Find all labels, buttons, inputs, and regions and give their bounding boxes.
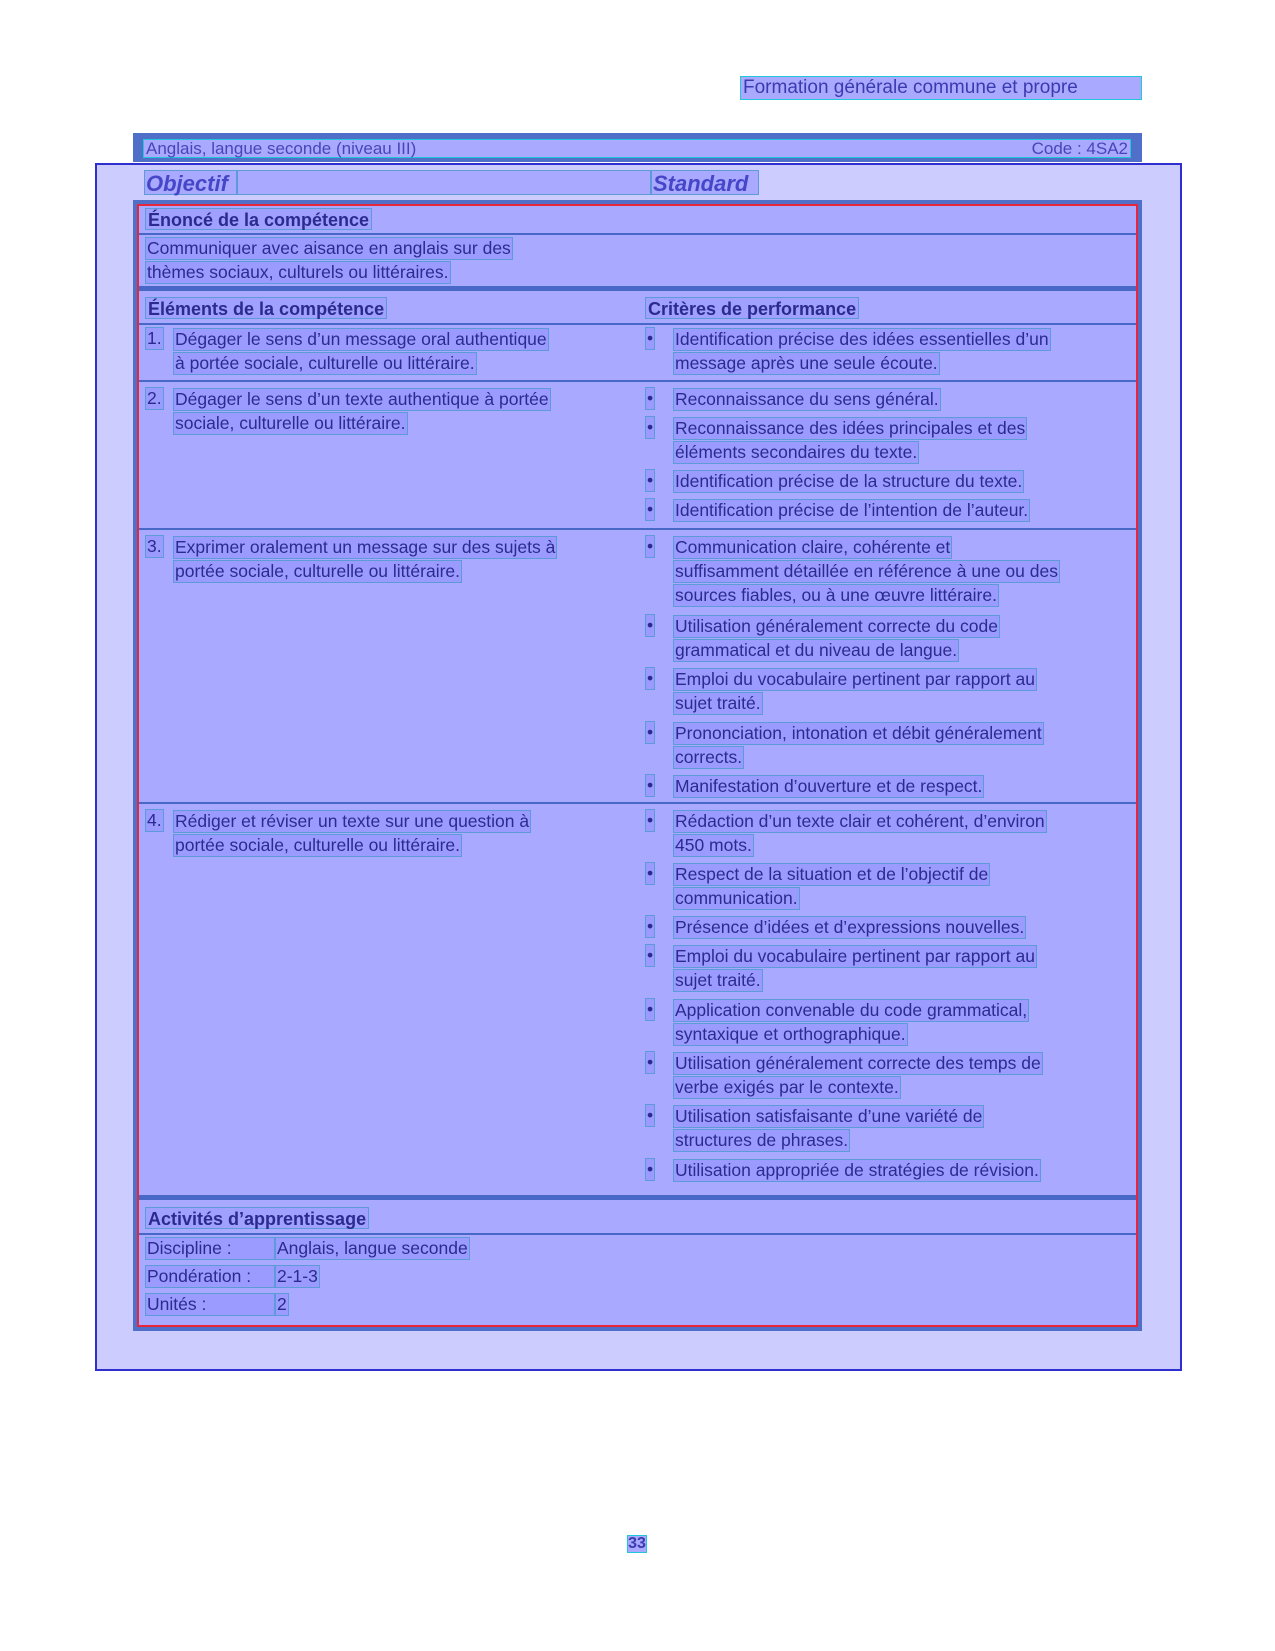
bullet-icon: • [647,775,654,795]
bullet-icon: • [647,722,654,742]
bullet-icon: • [647,916,654,936]
bullet-icon: • [647,328,654,348]
course-title: Anglais, langue seconde (niveau III) [146,138,417,158]
activities-title: Activités d’apprentissage [145,1207,369,1229]
bullet-icon: • [647,668,654,688]
bullet-icon: • [647,615,654,635]
divider [139,802,1136,804]
column-headings [144,170,1143,195]
competence-statement: Communiquer avec aisance en anglais sur des thèmes sociaux, culturels ou littéraires. [147,238,511,282]
ponderation-row: Pondération : 2-1-3 [147,1266,318,1286]
divider [139,528,1136,530]
bullet-icon: • [647,999,654,1019]
bullet-icon: • [647,863,654,883]
bullet-icon: • [647,499,654,519]
standard-heading: Standard [651,170,759,195]
course-bar [133,133,1142,162]
criteria-title: Critères de performance [645,297,859,319]
objectif-heading: Objectif [144,170,237,195]
bullet-icon: • [647,536,654,556]
divider [139,1195,1136,1200]
bullet-icon: • [647,1052,654,1072]
competence-title: Énoncé de la compétence [145,208,372,230]
divider [139,323,1136,325]
page-number: 33 [628,1535,646,1552]
bullet-icon: • [647,810,654,830]
divider [139,233,1136,235]
divider [139,1233,1136,1235]
competence-table: Énoncé de la compétence Communiquer avec aisance en anglais sur des thèmes sociaux, culturels ou littéraires. Éléments de la compétence Critères de performance 1. Dégager le sens d’un message oral authentique à portée sociale, culturelle ou littéraire. • Identification précise des idées essentielles d’un message après une seule écoute. 2. Dégager le sens d’un texte authentique à portée sociale, culturelle ou littéraire. • Reconnaissance du sens général. • Reconnaissance des idées principales et des éléments secondaires du texte. • Identification précise de la structure du texte. • Identification précise de l’intention de l’auteur. 3. Exprimer oralement un message sur des sujets à portée sociale, culturelle ou littéraire. • Communication claire, cohérente et suffisamment détaillée en référence à une ou des sources fiables, ou à une œuvre littéraire. • Utilisation généralement correcte du code grammatical et du niveau de langue. • Emploi du vocabulaire pertinent par rapport au sujet traité. • Prononciation, intonation et débit généralement corrects. • Manifestation d’ouverture et de respect. 4. Rédiger et réviser un texte sur une question à portée sociale, culturelle ou littéraire. • Rédaction d’un texte clair et cohérent, d’environ 450 mots. • Respect de la situation et de l’objectif de communication. • Présence d’idées et d’expressions nouvelles. • Emploi du vocabulaire pertinent par rapport au sujet traité. • Application convenable du code grammatical, syntaxique et orthographique. • Utilisation généralement correcte des temps de verbe exigés par le contexte. • Utilisation satisfaisante d’une variété de structures de phrases. • Utilisation appropriée de stratégies de révision. Activités d’apprentissage Discipline : Anglais, langue seconde Pondération : 2-1-3 Unités : 2 [137,204,1138,1327]
program-header: Formation générale commune et propre [740,76,1142,100]
divider [139,380,1136,382]
bullet-icon: • [647,470,654,490]
bullet-icon: • [647,388,654,408]
unites-row: Unités : 2 [147,1294,287,1314]
competence-card [133,200,1142,1331]
bullet-icon: • [647,1105,654,1125]
divider [139,286,1136,291]
bullet-icon: • [647,417,654,437]
bullet-icon: • [647,945,654,965]
course-code: Code : 4SA2 [1031,138,1128,158]
bullet-icon: • [647,1159,654,1179]
elements-title: Éléments de la compétence [145,297,387,319]
discipline-row: Discipline : Anglais, langue seconde [147,1238,468,1258]
objectif-heading-fill [237,170,651,195]
